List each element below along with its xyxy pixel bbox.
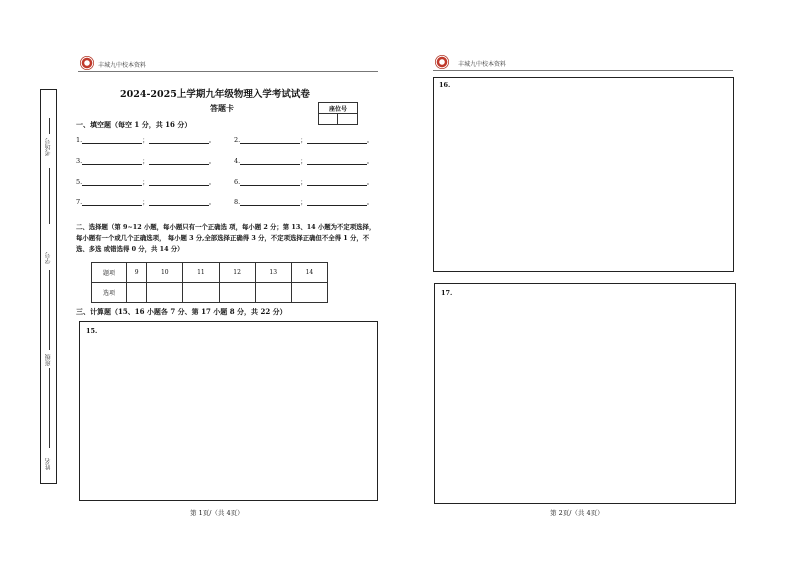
fill-number: 3. <box>76 157 83 165</box>
fill-item-5: 5. ； 。 <box>76 178 216 186</box>
row-header-option: 选项 <box>92 283 127 303</box>
answer-blank[interactable] <box>82 157 142 165</box>
fill-number: 5. <box>76 178 83 186</box>
student-number-line[interactable] <box>49 270 50 350</box>
answer-cell[interactable] <box>219 283 255 303</box>
seat-number-label: 座位号 <box>319 103 358 114</box>
row-header-question: 题项 <box>92 263 127 283</box>
question-number: 12 <box>219 263 255 283</box>
fill-item-8: 8. ； 。 <box>234 198 374 206</box>
box-label-15: 15. <box>86 327 98 335</box>
question-number: 11 <box>183 263 219 283</box>
answer-blank[interactable] <box>82 136 142 144</box>
answer-blank[interactable] <box>240 198 300 206</box>
answer-cell[interactable] <box>255 283 291 303</box>
seat-number-cell-2[interactable] <box>338 114 358 125</box>
exam-room-line[interactable] <box>49 118 50 134</box>
fill-number: 2. <box>234 136 241 144</box>
exam-room-label: 考场号 <box>45 138 52 156</box>
fill-item-2: 2. ； 。 <box>234 136 374 144</box>
answer-blank[interactable] <box>307 178 367 186</box>
question-number: 13 <box>255 263 291 283</box>
school-name: 丰城九中校本资料 <box>98 62 147 69</box>
binding-column <box>43 118 55 480</box>
name-label: 姓名 <box>45 458 52 470</box>
school-logo-icon-right <box>435 55 449 69</box>
answer-sheet-label: 答题卡 <box>210 103 234 113</box>
page-footer-right: 第 2页/（共 4页） <box>550 509 604 517</box>
answer-cell[interactable] <box>127 283 147 303</box>
answer-blank[interactable] <box>82 178 142 186</box>
answer-blank[interactable] <box>307 157 367 165</box>
header-line-left <box>78 71 378 72</box>
fill-item-3: 3. ； 。 <box>76 157 216 165</box>
exam-room-line-lower[interactable] <box>49 168 50 224</box>
fill-number: 6. <box>234 178 241 186</box>
seat-number-cell-1[interactable] <box>319 114 338 125</box>
answer-cell[interactable] <box>183 283 219 303</box>
choice-answer-table <box>91 262 328 303</box>
fill-item-1: 1. ； 。 <box>76 136 216 144</box>
section3-heading: 三、计算题（15、16 小题各 7 分、第 17 小题 8 分，共 22 分） <box>76 307 287 316</box>
class-label: 班级 <box>45 354 52 366</box>
fill-number: 7. <box>76 198 83 206</box>
question-number: 10 <box>147 263 183 283</box>
exam-title: 2024-2025上学期九年级物理入学考试试卷 <box>120 89 310 100</box>
school-logo-icon <box>80 56 94 70</box>
answer-blank[interactable] <box>240 136 300 144</box>
fill-number: 4. <box>234 157 241 165</box>
answer-blank[interactable] <box>307 136 367 144</box>
answer-blank[interactable] <box>240 178 300 186</box>
answer-box-17[interactable] <box>434 283 736 504</box>
fill-item-4: 4. ； 。 <box>234 157 374 165</box>
fill-number: 8. <box>234 198 241 206</box>
question-number: 14 <box>291 263 327 283</box>
answer-blank[interactable] <box>149 136 209 144</box>
fill-number: 1. <box>76 136 83 144</box>
answer-cell[interactable] <box>291 283 327 303</box>
answer-cell[interactable] <box>147 283 183 303</box>
page-footer-left: 第 1页/（共 4页） <box>190 509 244 517</box>
answer-blank[interactable] <box>149 157 209 165</box>
fill-item-7: 7. ； 。 <box>76 198 216 206</box>
answer-box-16[interactable] <box>433 77 734 272</box>
answer-blank[interactable] <box>307 198 367 206</box>
school-name-right: 丰城九中校本资料 <box>458 61 507 68</box>
answer-blank[interactable] <box>82 198 142 206</box>
box-label-17: 17. <box>441 289 453 297</box>
answer-blank[interactable] <box>149 198 209 206</box>
class-line[interactable] <box>49 368 50 448</box>
answer-box-15[interactable] <box>79 321 378 501</box>
box-label-16: 16. <box>439 81 451 89</box>
question-number: 9 <box>127 263 147 283</box>
answer-blank[interactable] <box>240 157 300 165</box>
fill-item-6: 6. ； 。 <box>234 178 374 186</box>
student-number-label: 学号 <box>45 252 52 264</box>
header-line-right <box>433 70 733 71</box>
section2-heading: 二、选择题（第 9~12 小题，每小题只有一个正确选 项，每小题 2 分；第 13、14 小题为不定项选择，每小题有一个或几个正确选项， 每小题 3 分,全部选择正确得 3 分，不定项选择正确但不全得 1 分，不选、多选 或错选得 0 分，共 14 分） <box>76 223 376 253</box>
section1-heading: 一、填空题（每空 1 分，共 16 分） <box>76 120 192 129</box>
answer-blank[interactable] <box>149 178 209 186</box>
seat-number-box <box>318 102 358 125</box>
